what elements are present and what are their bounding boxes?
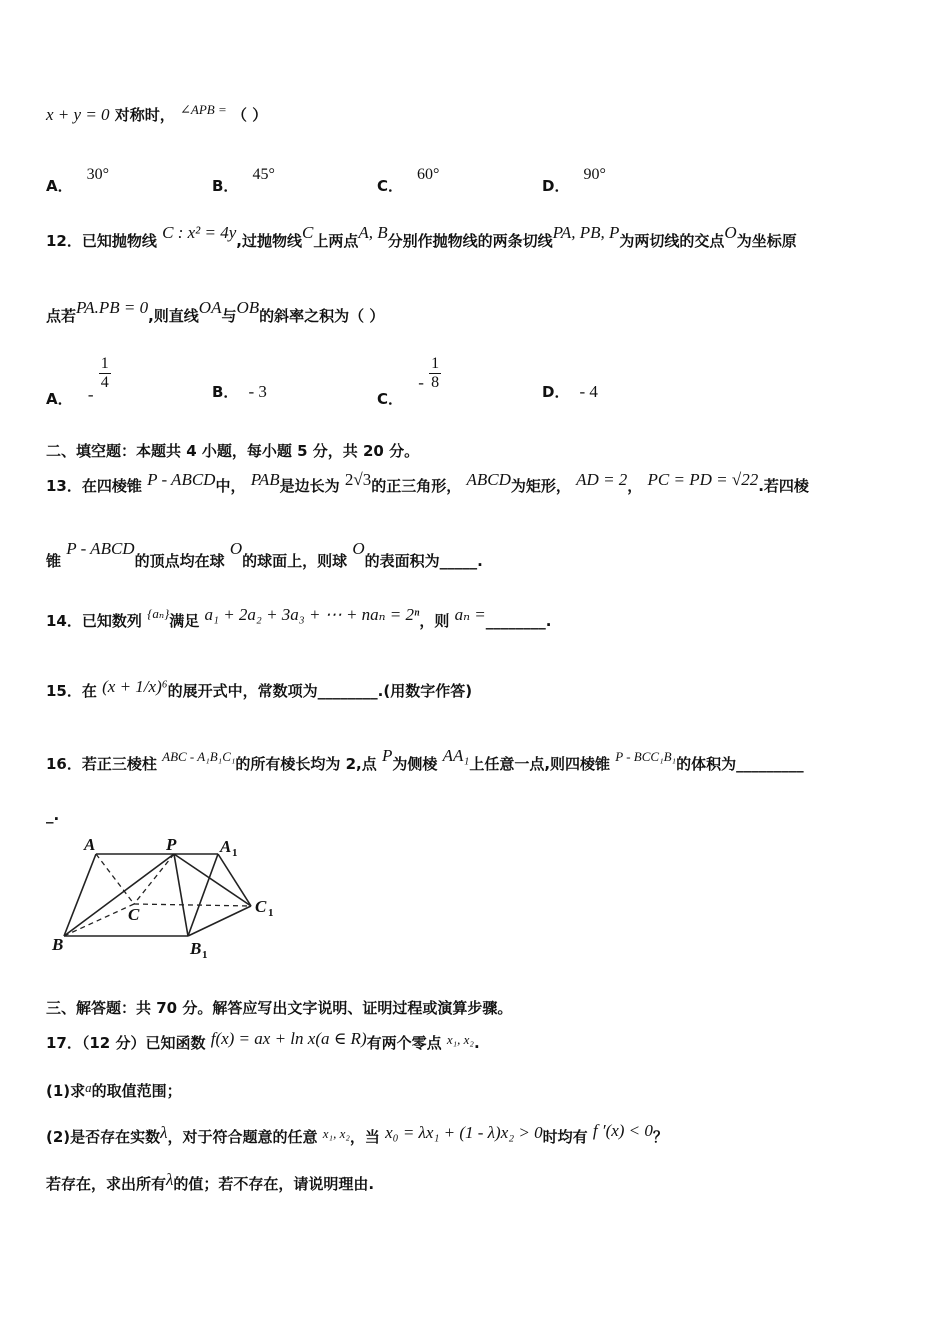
label-C: C [128,905,140,924]
q11-option-a: A．30° [46,166,110,195]
label-B1: B [190,939,202,958]
q17-part3: 若存在，求出所有λ的值；若不存在，请说明理由. [46,1170,375,1193]
q11-option-b: B．45° [212,166,275,195]
label-A: A [84,836,96,854]
q17-part2: (2)是否存在实数λ，对于符合题意的任意 x₁, x₂，当 x₀ = λx₁ + (1 - λ)x₂ > 0时均有 f ′(x) < 0？ [46,1121,668,1146]
prism-figure [46,836,286,961]
q12-option-b: B． - 3 [212,382,267,401]
q17-part1: (1)求a的取值范围； [46,1080,182,1100]
q14-line: 14．已知数列 {aₙ}满足 a₁ + 2a₂ + 3a₃ + ⋯ + naₙ = 2ⁿ，则 aₙ =________. [46,605,552,630]
q15-number: 15． [46,682,82,700]
q14-number: 14． [46,612,82,630]
label-P: P [166,836,177,854]
q13-number: 13． [46,477,82,495]
q12-number: 12． [46,232,82,250]
q17-number: 17． [46,1034,82,1052]
q16-line2: _. [46,806,60,824]
svg-text:1: 1 [202,949,208,961]
label-A1: A [220,837,232,856]
q12-option-d: D． - 4 [542,382,598,401]
q11-condition-line [46,104,267,125]
label-B: B [52,935,64,954]
q15-line: 15．在 (x + 1/x)⁶的展开式中，常数项为________.(用数字作答) [46,677,473,700]
q11-paren: （ ） [232,106,268,124]
label-C1: C [255,897,267,916]
q11-math-line: x + y = 0 [46,105,110,124]
q11-option-c: C．60° [377,166,440,195]
q11-option-d: D．90° [542,166,606,195]
q13-line1: 13．在四棱锥 P - ABCD中， PAB是边长为 2√3的正三角形， ABCD为矩形， AD = 2， PC = PD = √22.若四棱 [46,470,809,495]
q12-option-c: C． - $\frac{1}{8}$ [377,355,440,408]
q16-number: 16． [46,755,82,773]
q16-line1: 16．若正三棱柱 ABC - A₁B₁C₁的所有棱长均为 2,点 P为侧棱 AA₁上任意一点,则四棱锥 P - BCC₁B₁的体积为_________ [46,746,804,773]
q11-angle: ∠APB = [180,102,227,117]
q12-option-a: A． - $\frac{1}{4}$ [46,355,109,408]
q11-text: 对称时， [114,106,175,124]
q13-line2: 锥 P - ABCD的顶点均在球 O的球面上，则球 O的表面积为_____. [46,539,483,570]
q17-line1: 17．（12 分）已知函数 f(x) = ax + ln x(a ∈ R)有两个零点 x₁, x₂. [46,1029,480,1052]
q12-line2: 点若PA.PB = 0,则直线OA与OB的斜率之积为（ ） [46,298,385,325]
svg-text:1: 1 [268,907,274,919]
section-2-heading: 二、填空题：本题共 4 小题，每小题 5 分，共 20 分。 [46,442,420,460]
section-3-heading: 三、解答题：共 70 分。解答应写出文字说明、证明过程或演算步骤。 [46,999,513,1017]
svg-text:1: 1 [232,847,238,859]
q12-line1: 12．已知抛物线 C : x² = 4y,过抛物线C上两点A, B分别作抛物线的两条切线PA, PB, P为两切线的交点O为坐标原 [46,223,797,250]
